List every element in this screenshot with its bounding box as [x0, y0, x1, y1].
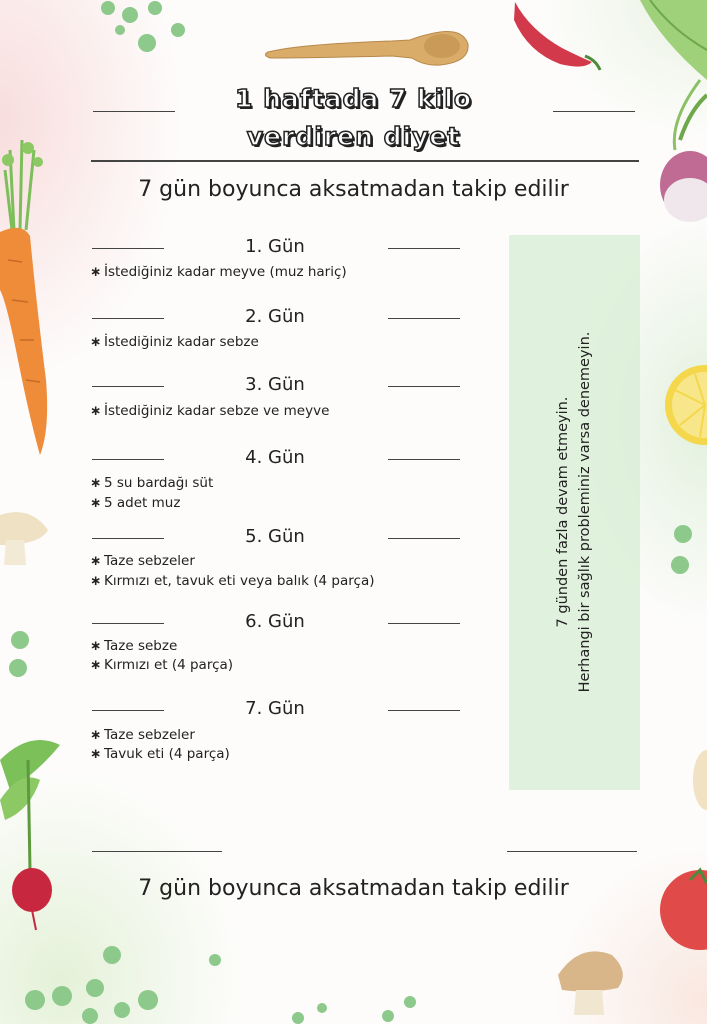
day-3-item-1: ∗ İstediğiniz kadar sebze ve meyve	[90, 403, 330, 419]
page-subtitle: 7 gün boyunca aksatmadan takip edilir	[138, 177, 569, 202]
bullet-icon: ∗	[90, 403, 102, 419]
mushroom-icon	[0, 512, 48, 565]
bullet-icon: ∗	[90, 657, 102, 673]
day-6-header	[90, 611, 460, 635]
day-6-item-1: ∗ Taze sebze	[90, 638, 178, 654]
radish-icon	[0, 740, 60, 930]
warning-line-1: 7 günden fazla devam etmeyin.	[555, 396, 571, 628]
day-4-title: 4. Gün	[245, 447, 305, 468]
day-7-item-2: ∗ Tavuk eti (4 parça)	[90, 746, 230, 762]
day-5-title: 5. Gün	[245, 526, 305, 547]
bullet-icon: ∗	[90, 573, 102, 589]
day-3-header	[90, 374, 460, 398]
day-2-title: 2. Gün	[245, 306, 305, 327]
day-1-item-1: ∗ İstediğiniz kadar meyve (muz hariç)	[90, 264, 347, 280]
mushroom-icon	[558, 951, 623, 1015]
day-6-title: 6. Gün	[245, 611, 305, 632]
bullet-icon: ∗	[90, 727, 102, 743]
bullet-icon: ∗	[90, 264, 102, 280]
peas-icon	[671, 525, 692, 574]
page-title-line1: 1 haftada 7 kilo	[235, 84, 472, 113]
day-5-header	[90, 526, 460, 550]
leaf-icon	[640, 0, 707, 80]
bullet-icon: ∗	[90, 553, 102, 569]
chili-icon	[514, 2, 600, 70]
header-divider	[91, 160, 639, 162]
page-title-line2: verdiren diyet	[246, 122, 461, 151]
day-4-item-2: ∗ 5 adet muz	[90, 495, 181, 511]
footer-rule-left	[92, 851, 222, 852]
day-7-header	[90, 698, 460, 722]
day-7-title: 7. Gün	[245, 698, 305, 719]
mushroom-icon	[693, 750, 707, 810]
day-3-title: 3. Gün	[245, 374, 305, 395]
day-2-item-1: ∗ İstediğiniz kadar sebze	[90, 334, 259, 350]
day-4-header	[90, 447, 460, 471]
bullet-icon: ∗	[90, 495, 102, 511]
bullet-icon: ∗	[90, 638, 102, 654]
footer-rule-right	[507, 851, 637, 852]
day-6-item-2: ∗ Kırmızı et (4 parça)	[90, 657, 234, 673]
day-7-item-1: ∗ Taze sebzeler	[90, 727, 195, 743]
bullet-icon: ∗	[90, 475, 102, 491]
day-1-header	[90, 236, 460, 260]
day-5-item-2: ∗ Kırmızı et, tavuk eti veya balık (4 parça)	[90, 573, 375, 589]
warning-line-2: Herhangi bir sağlık probleminiz varsa denemeyin.	[577, 331, 593, 693]
peas-icon	[25, 946, 416, 1024]
bullet-icon: ∗	[90, 746, 102, 762]
lemon-icon	[665, 365, 707, 445]
spoon-icon	[265, 32, 468, 66]
peas-icon	[9, 631, 29, 677]
footer-text: 7 gün boyunca aksatmadan takip edilir	[138, 876, 569, 901]
bullet-icon: ∗	[90, 334, 102, 350]
day-1-title: 1. Gün	[245, 236, 305, 257]
day-2-header	[90, 306, 460, 330]
day-5-item-1: ∗ Taze sebzeler	[90, 553, 195, 569]
day-4-item-1: ∗ 5 su bardağı süt	[90, 475, 214, 491]
peas-icon	[101, 1, 185, 52]
warning-text	[552, 232, 596, 792]
